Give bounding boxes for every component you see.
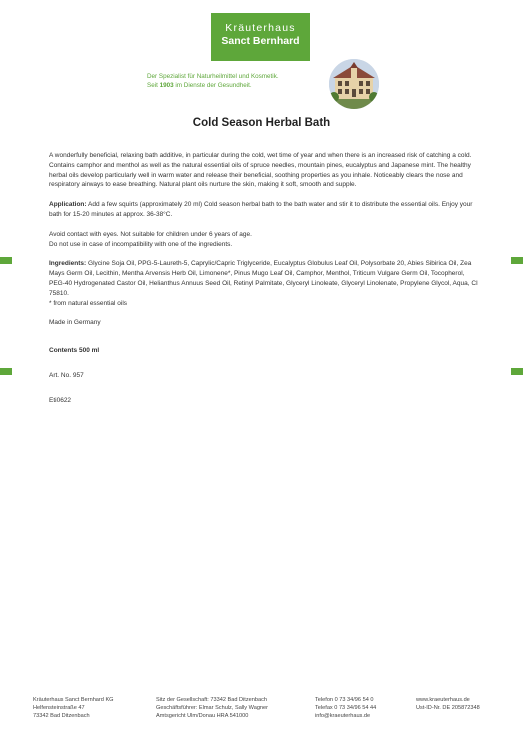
made-in: Made in Germany [49,319,101,327]
right-margin-mark-upper [511,257,523,264]
product-description [49,151,479,416]
footer-contact-col: Telefon 0 73 34/96 54 0 Telefax 0 73 34/96 54 44 info@kraeuterhaus.de [315,697,377,719]
brand-logo [211,13,310,61]
article-number: Art. No. 957 [49,371,84,379]
footer-legal-col: Sitz der Gesellschaft: 73342 Bad Ditzenbach Geschäftsführer: Elmar Schulz, Sally Wagner Amtsgericht Ulm/Donau HRA 541000 [156,697,269,719]
application-label: Application: [49,201,87,209]
tagline-line2: Seit 1903 im Dienste der Gesundheit. [147,81,252,89]
page-title: Cold Season Herbal Bath [192,117,331,129]
ingredients-note: * from natural essential oils [49,299,128,307]
application-paragraph: Application: Add a few squirts (approximately 20 ml) Cold season herbal bath to the bath water and stir it to distribute the essential oils. Enjoy your bath for 15-20 minutes at approx. 36-38°C. [49,201,473,218]
warning-line2: Do not use in case of incompatibility with one of the ingredients. [49,240,233,248]
contents: Contents 500 ml [49,347,100,355]
tagline [147,73,347,90]
warning-line1: Avoid contact with eyes. Not suitable for children under 6 years of age. [49,230,252,238]
footer-web-col: www.kraeuterhaus.de Ust-ID-Nr. DE 205872348 [416,697,480,711]
logo-line2: Sanct Bernhard [221,35,300,47]
eti-code: Eti0622 [49,396,72,404]
logo-line1: Kräuterhaus [225,22,296,34]
intro-paragraph: A wonderfully beneficial, relaxing bath additive, in particular during the cold, wet time of year and when there is an increased risk of catching a cold. Contains camphor and menthol as well as the natural essential oils of spruce needles, mountain pines, eucalyptus and Japanese mint. The healthy herbal oils develop particularly well in warm water and release their beneficial, soothing properties as you inhale. Noticeably clears the nose and respiratory airways to ease breathing. Natural plant oils nurture the skin, making it soft, smooth and supple. [49,152,472,189]
tagline-line1: Der Spezialist für Naturheilmittel und Kosmetik. [147,73,279,80]
right-margin-mark-lower [511,368,523,375]
ingredients-label: Ingredients: [49,260,87,268]
left-margin-mark-upper [0,257,12,264]
footer-website[interactable]: www.kraeuterhaus.de [416,697,470,703]
left-margin-mark-lower [0,368,12,375]
footer-email[interactable]: info@kraeuterhaus.de [315,713,371,719]
footer-company-col: Kräuterhaus Sanct Bernhard KG Helfensteinstraße 47 73342 Bad Ditzenbach [33,697,114,719]
building-photo [329,59,379,109]
ingredients-paragraph: Ingredients: Glycine Soja Oil, PPG-5-Laureth-5, Caprylic/Capric Triglyceride, Eucalyptus Globulus Leaf Oil, Polysorbate 20, Abies Sibirica Oil, Zea Mays Germ Oil, Lecithin, Mentha Arvensis Herb Oil, Limonene*, Pinus Mugo Leaf Oil, Camphor, Menthol, Triticum Vulgare Germ Oil, Tocopherol, PEG-40 Hydrogenated Castor Oil, Helianthus Annuus Seed Oil, Retinyl Palmitate, Glyceryl Linoleate, Glyceryl Linolenate, Propylene Glycol, Aqua, CI 75810. [49,260,478,297]
